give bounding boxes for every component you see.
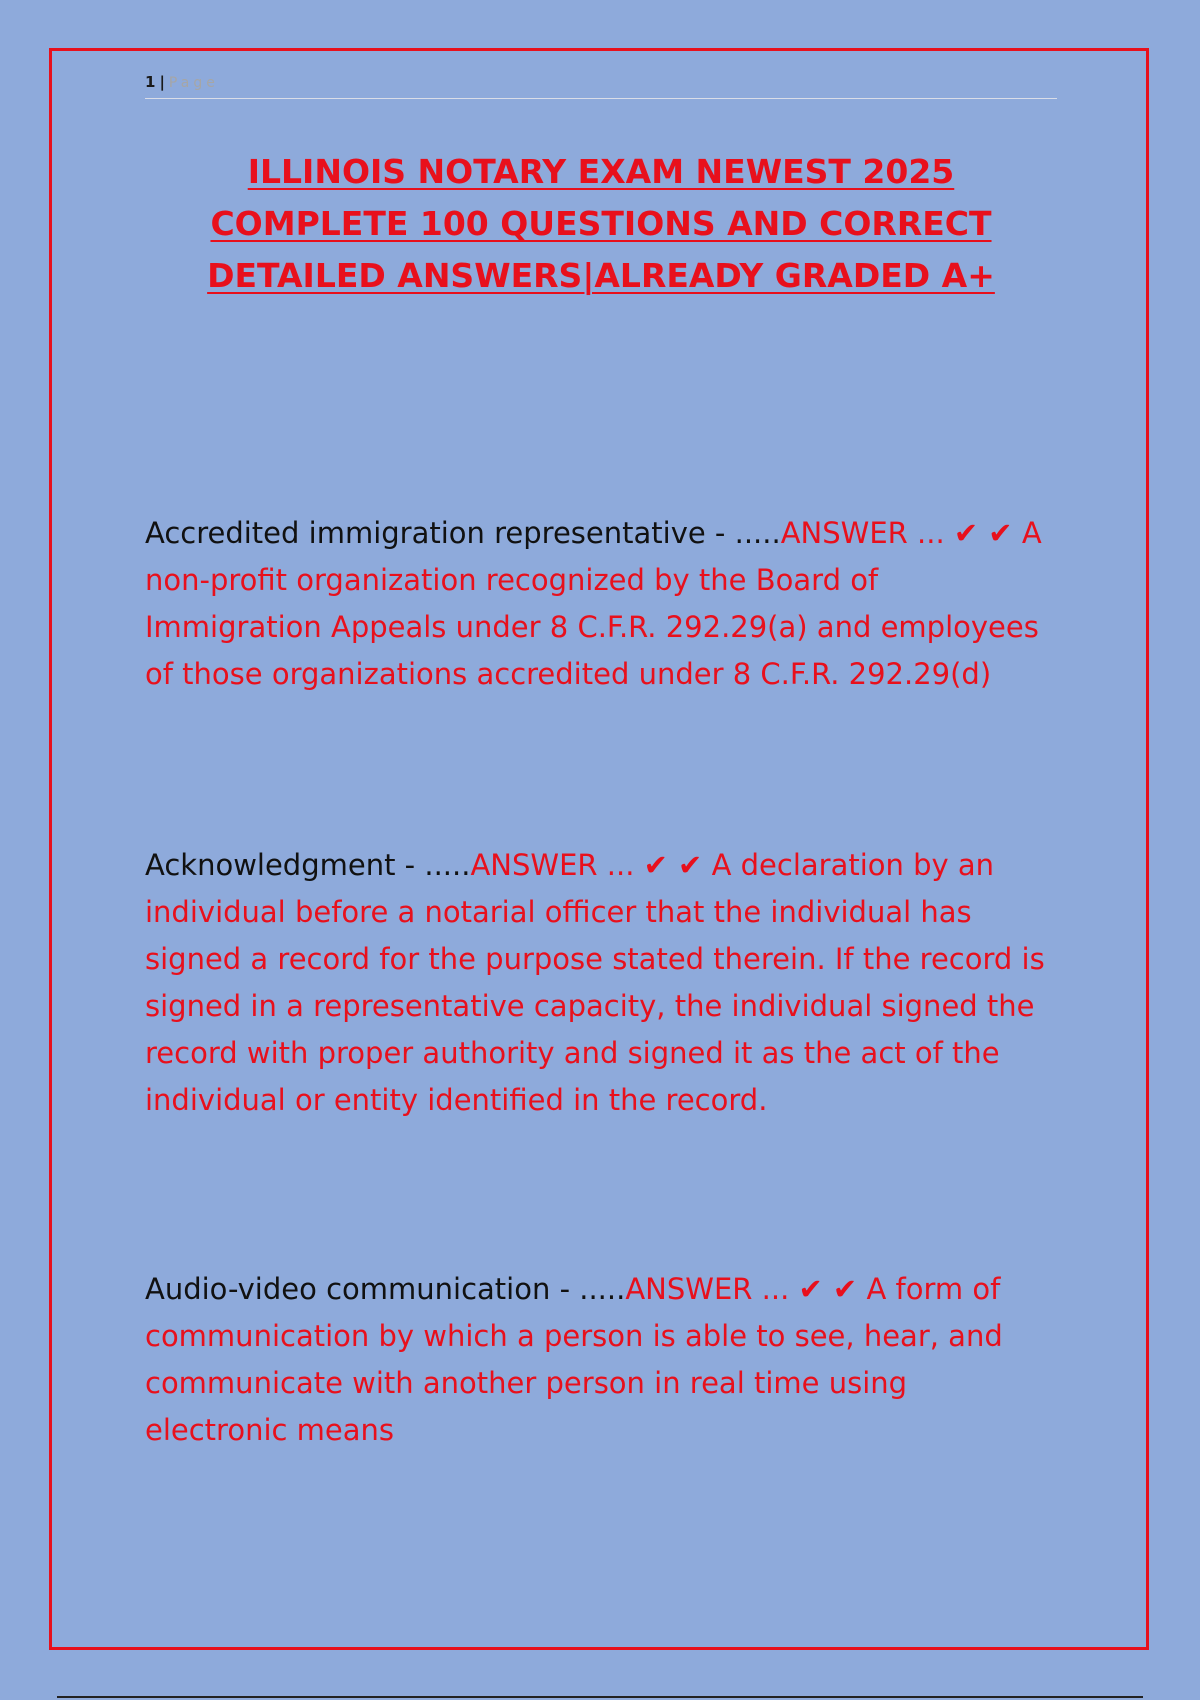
page-header — [145, 70, 1057, 99]
page-separator: | — [159, 73, 165, 91]
bottom-divider — [57, 1696, 1143, 1698]
double-check-icon: ✔ ✔ — [953, 516, 1013, 550]
entry-answer-label: ANSWER ... — [780, 516, 945, 550]
page-number: 1 — [145, 73, 156, 91]
document-title — [145, 146, 1057, 302]
entry-answer-label: ANSWER ... — [625, 1272, 790, 1306]
entry-term: Acknowledgment - ..... — [145, 848, 471, 882]
double-check-icon: ✔ ✔ — [798, 1272, 858, 1306]
title-line-3: DETAILED ANSWERS|ALREADY GRADED A+ — [207, 256, 995, 295]
entry-definition: A declaration by an individual before a notarial officer that the individual has signed a record for the purpose stated therein. If the record is signed in a representative capacity, the individual signed the record with proper authority and signed it as the act of the individual or entity identified in the record. — [145, 848, 1045, 1117]
entry-term: Accredited immigration representative - ..... — [145, 516, 781, 550]
title-line-2: COMPLETE 100 QUESTIONS AND CORRECT — [210, 204, 992, 243]
qa-entry-accredited-immigration-representative — [145, 510, 1050, 698]
entry-definition: A form of communication by which a person is able to see, hear, and communicate with another person in real time using electronic means — [145, 1272, 1003, 1447]
title-line-1: ILLINOIS NOTARY EXAM NEWEST 2025 — [247, 152, 955, 191]
qa-entry-acknowledgment — [145, 842, 1050, 1124]
entry-term: Audio-video communication - ..... — [145, 1272, 626, 1306]
entry-definition: A non-profit organization recognized by the Board of Immigration Appeals under 8 C.F.R. 292.29(a) and employees of those organizations accredited under 8 C.F.R. 292.29(d) — [145, 516, 1042, 691]
entry-answer-label: ANSWER ... — [470, 848, 635, 882]
qa-entry-audio-video-communication — [145, 1266, 1050, 1454]
double-check-icon: ✔ ✔ — [643, 848, 703, 882]
page-label: Page — [168, 75, 219, 91]
